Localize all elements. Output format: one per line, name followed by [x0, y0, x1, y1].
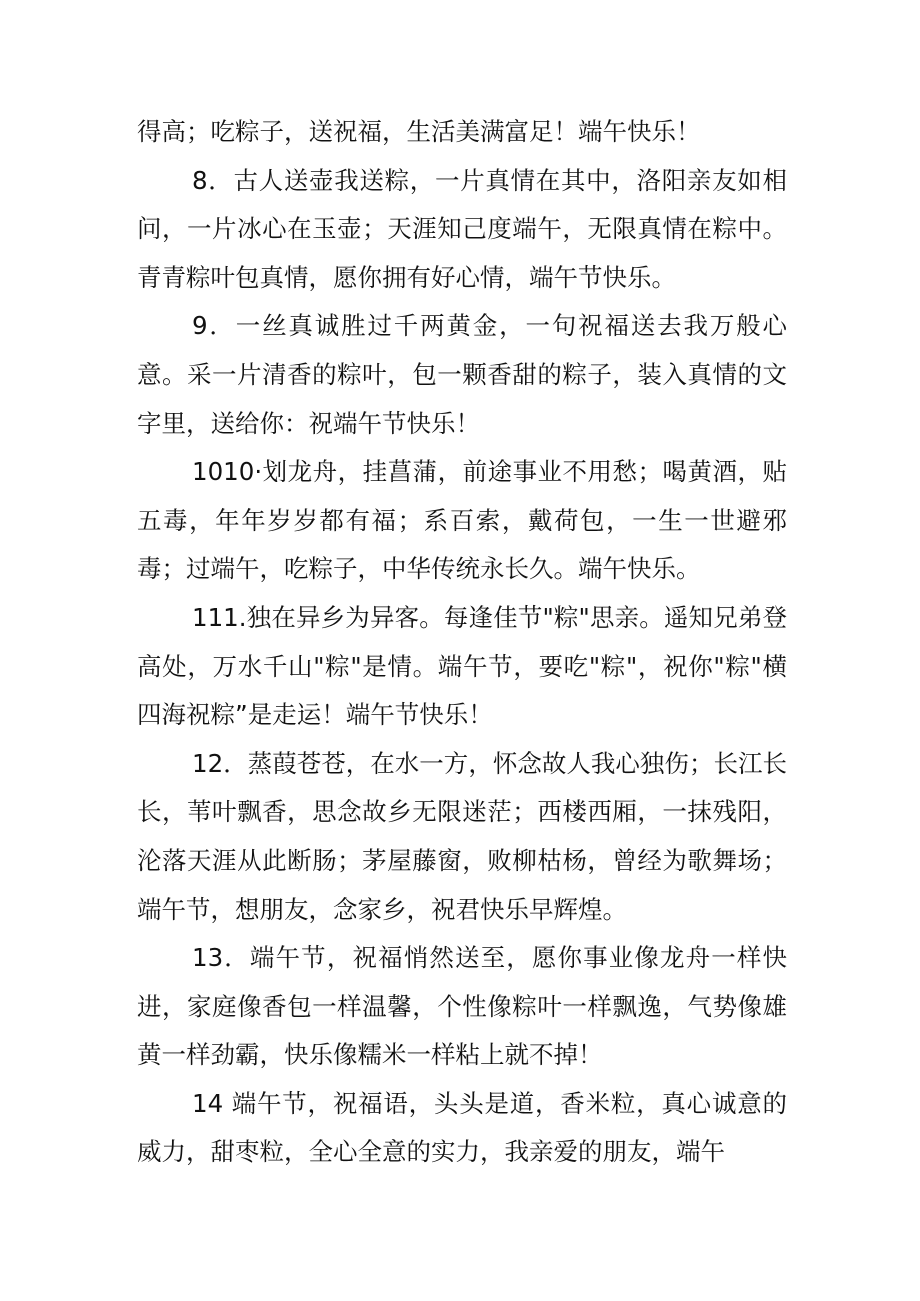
paragraph-item-10: 1010·划龙舟，挂菖蒲，前途事业不用愁；喝黄酒，贴五毒，年年岁岁都有福；系百索，戴荷包，一生一世避邪毒；过端午，吃粽子，中华传统永长久。端午快乐。 — [137, 457, 787, 584]
paragraph-continuation: 得高；吃粽子，送祝福，生活美满富足！端午快乐！ — [137, 117, 701, 146]
paragraph-item-11: 111.独在异乡为异客。每逢佳节"粽"思亲。遥知兄弟登高处，万水千山"粽"是情。端午节，要吃"粽"，祝你"粽"横四海祝粽”是走运！端午节快乐！ — [137, 602, 787, 730]
document-body — [137, 108, 787, 1177]
paragraph-item-12: 12．蒸葭苍苍，在水一方，怀念故人我心独伤；长江长长，苇叶飘香，思念故乡无限迷茫；西楼西厢，一抹残阳，沦落天涯从此断肠；茅屋藤窗，败柳枯杨，曾经为歌舞场；端午节，想朋友，念家乡，祝君快乐早辉煌。 — [137, 748, 787, 924]
paragraph-item-9: 9．一丝真诚胜过千两黄金，一句祝福送去我万般心意。采一片清香的粽叶，包一颗香甜的粽子，装入真情的文字里，送给你：祝端午节快乐！ — [137, 311, 787, 438]
paragraph-item-14: 14 端午节，祝福语，头头是道，香米粒，真心诚意的威力，甜枣粒，全心全意的实力，我亲爱的朋友，端午 — [137, 1088, 787, 1167]
paragraph-item-13: 13．端午节，祝福悄然送至，愿你事业像龙舟一样快进，家庭像香包一样温馨，个性像粽叶一样飘逸，气势像雄黄一样劲霸，快乐像糯米一样粘上就不掉！ — [137, 943, 787, 1070]
paragraph-item-8: 8．古人送壶我送粽，一片真情在其中，洛阳亲友如相问，一片冰心在玉壶；天涯知己度端午，无限真情在粽中。青青粽叶包真情，愿你拥有好心情，端午节快乐。 — [137, 165, 787, 292]
